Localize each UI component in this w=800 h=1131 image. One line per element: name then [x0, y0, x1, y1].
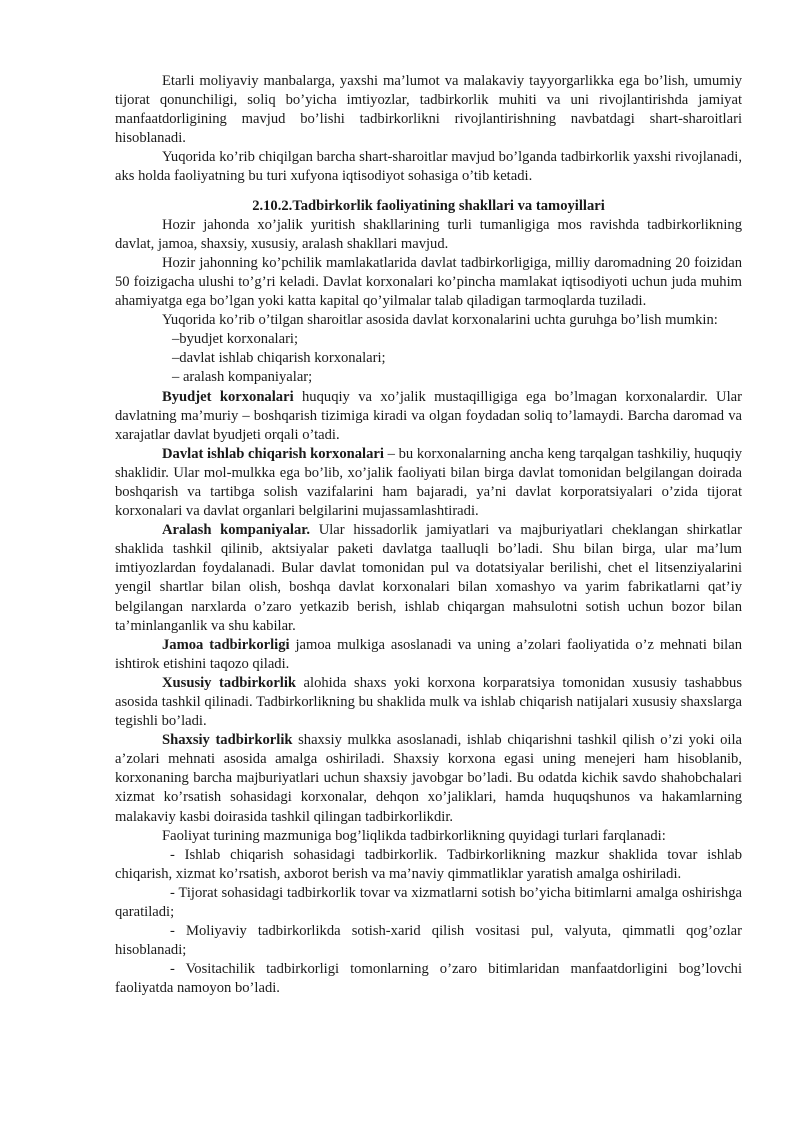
type-item: - Moliyaviy tadbirkorlikda sotish-xarid qilish vositasi pul, valyuta, qimmatli qog’ozlar hisoblanadi;: [115, 923, 742, 959]
definition-term: Aralash kompaniyalar.: [162, 522, 311, 539]
definition-text: Ular hissadorlik jamiyatlari va majburiyatlari cheklangan shirkatlar shaklida tashkil qilinib, aktsiyalar paketi davlatga taalluqli bo’ladi. Shu bilan birga, ular ma’lum imtiyozlardan foydalanadi. Bular davlat tomonidan pul va dotatsiyalar berilishi, chet el litsenziyalarini yengil shartlar bilan olish, boshqa davlat korxonalari bilan xomashyo va yarim fabrikatlarni qat’iy belgilangan narxlarda o’zaro yetkazib berish, ishlab chiqargan mahsulotni sotish uchun bozor bilan ta’minlanganlik va shu kabilar.: [115, 522, 742, 634]
section-heading: 2.10.2.Tadbirkorlik faoliyatining shakllari va tamoyillari: [252, 197, 605, 214]
types-intro: Faoliyat turining mazmuniga bog’liqlikda tadbirkorlikning quyidagi turlari farqlanadi:: [162, 827, 666, 844]
definition-text: shaxsiy mulkka asoslanadi, ishlab chiqarishni tashkil qilish o’zi yoki oila a’zolari mehnati asosida amalga oshiriladi. Shaxsiy korxona egasi uning menejeri ham hisoblanib, korxonaning barcha majburiyatlari uchun shaxsiy javobgar bo’ladi. Bu odatda kichik savdo shahobchalari xizmat ko’rsatish sohasidagi korxonalar, dehqon xo’jaliklari, hamda huquqshunos va hakamlarning malakaviy kasbi doirasida tashkil qilingan tadbirkorlikdir.: [115, 732, 742, 825]
definition-paragraph: [115, 521, 742, 636]
list-item: –davlat ishlab chiqarish korxonalari;: [172, 350, 386, 367]
body-paragraph: Hozir jahonda xo’jalik yuritish shakllarining turli tumanligiga mos ravishda tadbirkorlikning davlat, jamoa, shaxsiy, xususiy, aralash shakllari mavjud.: [115, 216, 742, 252]
definition-paragraph: [115, 674, 742, 731]
type-item: - Tijorat sohasidagi tadbirkorlik tovar va xizmatlarni sotish bo’yicha bitimlarni amalga oshirishga qaratiladi;: [115, 884, 742, 921]
definition-term: Shaxsiy tadbirkorlik: [162, 732, 293, 749]
intro-paragraph: Etarli moliyaviy manbalarga, yaxshi ma’lumot va malakaviy tayyorgarlikka ega bo’lish, umumiy tijorat qonunchiligi, soliq bo’yicha imtiyozlar, tadbirkorlik muhiti va uni rivojlantirishda jamiyat manfaatdorligining mavjud bo’lishi tadbirkorlikni rivojlantirishning navbatdagi shart-sharoitlari hisoblanadi.: [115, 73, 742, 147]
definition-term: Jamoa tadbirkorligi: [162, 636, 290, 653]
body-paragraph: Yuqorida ko’rib o’tilgan sharoitlar asosida davlat korxonalarini uchta guruhga bo’lish mumkin:: [162, 312, 718, 329]
definition-paragraph: [115, 388, 742, 445]
list-item: – aralash kompaniyalar;: [172, 369, 313, 386]
body-paragraph: Hozir jahonning ko’pchilik mamlakatlarida davlat tadbirkorligiga, milliy daromadning 20 foizidan 50 foizigacha ulushi to’g’ri keladi. Davlat korxonalari ko’pincha mamlakat iqtisodiyoti uchun juda muhim ahamiyatga ega bo’lgan yoki katta kapital qo’yilmalar talab qiladigan tarmoqlarda tuziladi.: [115, 254, 742, 310]
definition-paragraph: [115, 731, 742, 826]
list-item: –byudjet korxonalari;: [172, 331, 299, 348]
definition-text: jamoa mulkiga asoslanadi va uning a’zolari faoliyatida o’z mehnati bilan ishtirok etishini taqozo qiladi.: [115, 636, 743, 672]
definition-text: – bu korxonalarning ancha keng tarqalgan tashkiliy, huquqiy shaklidir. Ular mol-mulkka ega bo’lib, xo’jalik faoliyati bilan birga davlat tomonidan belgilangan doirada boshqarish va tartibga solish vazifalarini ham bajaradi, ya’ni davlat korporatsiyalari o’zida tijorat korxonalari va davlat organlari belgilarini mujassamlashtiradi.: [115, 445, 742, 520]
intro-paragraph: Yuqorida ko’rib chiqilgan barcha shart-sharoitlar mavjud bo’lganda tadbirkorlik yaxshi rivojlanadi, aks holda faoliyatning bu turi xufyona iqtisodiyot sohasiga o’tib ketadi.: [115, 149, 742, 185]
definition-term: Xususiy tadbirkorlik: [162, 674, 297, 691]
definition-paragraph: [115, 636, 742, 674]
definition-text: alohida shaxs yoki korxona korparatsiya tomonidan xususiy tashabbus asosida tashkil qilinadi. Tadbirkorlikning bu shaklida mulk va ishlab chiqarish natijalari xususiy shaxslarga tegishli bo’ladi.: [115, 674, 743, 730]
type-item: - Vositachilik tadbirkorligi tomonlarning o’zaro bitimlaridan manfaatdorligini bog’lovchi faoliyatda namoyon bo’ladi.: [115, 961, 742, 997]
type-item: - Ishlab chiqarish sohasidagi tadbirkorlik. Tadbirkorlikning mazkur shaklida tovar ishlab chiqarish, xizmat ko’rsatish, axborot berish va ma’naviy qimmatliklar yaratish amalga oshiriladi.: [115, 846, 742, 882]
definition-paragraph: [115, 445, 742, 521]
document-page: [115, 72, 742, 999]
definition-text: huquqiy va xo’jalik mustaqilligiga ega bo’lmagan korxonalardir. Ular davlatning ma’muriy – boshqarish tizimiga kiradi va olgan foydadan soliq to’lamaydi. Barcha daromad va xarajatlar davlat byudjeti orqali o’tadi.: [115, 388, 742, 443]
definition-term: Byudjet korxonalari: [162, 388, 294, 405]
definition-term: Davlat ishlab chiqarish korxonalari: [162, 445, 384, 462]
